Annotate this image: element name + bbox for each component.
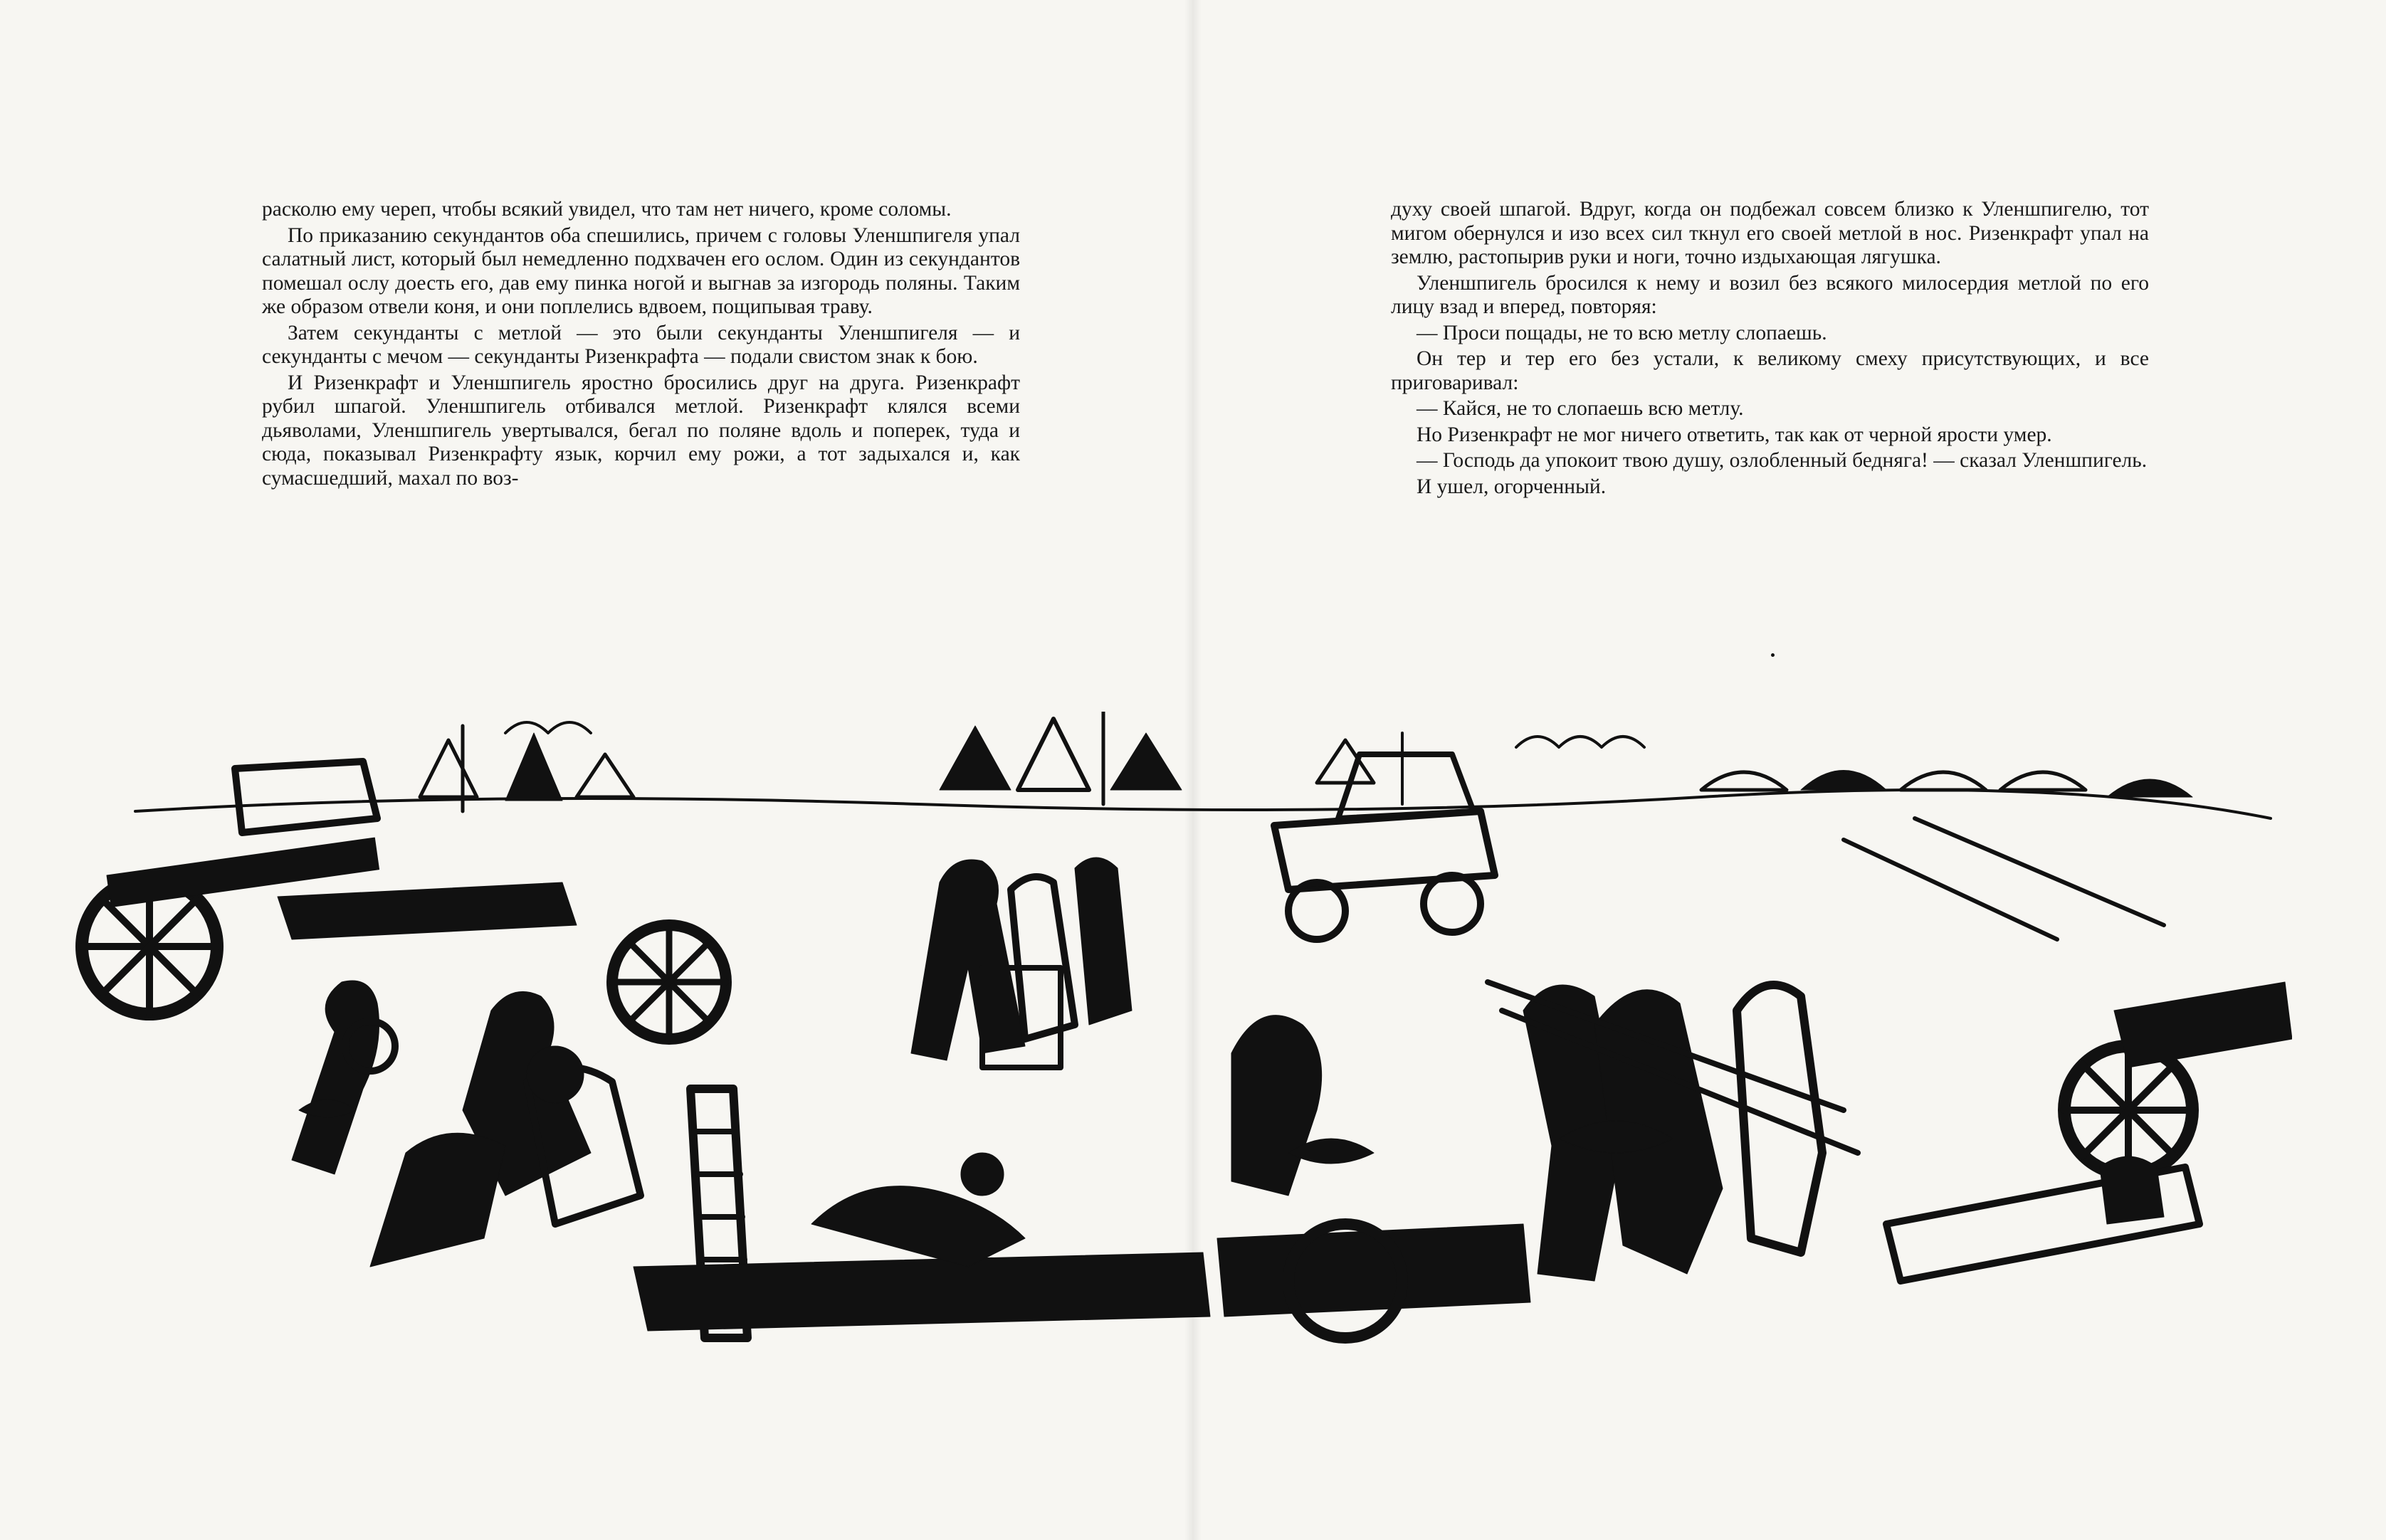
left-text-column [262, 198, 1020, 490]
left-paragraph-3: Затем секунданты с метлой — это были секунданты Уленшпигеля — и секунданты с мечом — секунданты Ризенкрафта — подали свистом знак к бою. [262, 321, 1020, 368]
right-paragraph-3: — Проси пощады, не то всю метлу слопаешь. [1417, 321, 1827, 344]
right-text-column [1391, 198, 2149, 499]
right-paragraph-8: И ушел, огорченный. [1417, 475, 1607, 498]
left-paragraph-2: По приказанию секундантов оба спешились, причем с головы Уленшпигеля упал салатный лист, который был немедленно подхвачен его ослом. Один из секундантов помешал ослу доесть его, дав ему пинка ногой и выгнав за изгородь поляны. Таким же образом отвели коня, и они поплелись вдвоем, пощипывая траву. [262, 223, 1020, 318]
left-paragraph-1: расколю ему череп, чтобы всякий увидел, что там нет ничего, кроме соломы. [262, 198, 952, 221]
right-paragraph-2: Уленшпигель бросился к нему и возил без всякого милосердия метлой по его лицу взад и вперед, повторяя: [1391, 271, 2149, 318]
right-paragraph-5: — Кайся, не то слопаешь всю метлу. [1417, 397, 1744, 420]
battle-camp-illustration [64, 712, 2292, 1352]
right-paragraph-6: Но Ризенкрафт не мог ничего ответить, так как от черной ярости умер. [1417, 423, 2052, 446]
right-paragraph-1: духу своей шпагой. Вдруг, когда он подбежал совсем близко к Уленшпигелю, тот мигом обернулся и изо всех сил ткнул его своей метлой в нос. Ризенкрафт упал на землю, растопырив руки и ноги, точно издыхающая лягушка. [1391, 198, 2149, 268]
illustration-svg [64, 712, 2292, 1352]
right-paragraph-7: — Господь да упокоит твою душу, озлобленный бедняга! — сказал Уленшпигель. [1417, 449, 2148, 472]
left-paragraph-4: И Ризенкрафт и Уленшпигель яростно бросились друг на друга. Ризенкрафт рубил шпагой. Уленшпигель отбивался метлой. Ризенкрафт клялся всеми дьяволами, Уленшпигель увертывался, бегал по поляне вдоль и поперек, туда и сюда, показывал Ризенкрафту язык, корчил ему рожи, а тот задыхался и, как сумасшедший, махал по воз- [262, 371, 1020, 490]
right-paragraph-4: Он тер и тер его без устали, к великому смеху присутствующих, и все приговаривал: [1391, 347, 2149, 394]
ink-speck [1771, 653, 1775, 657]
